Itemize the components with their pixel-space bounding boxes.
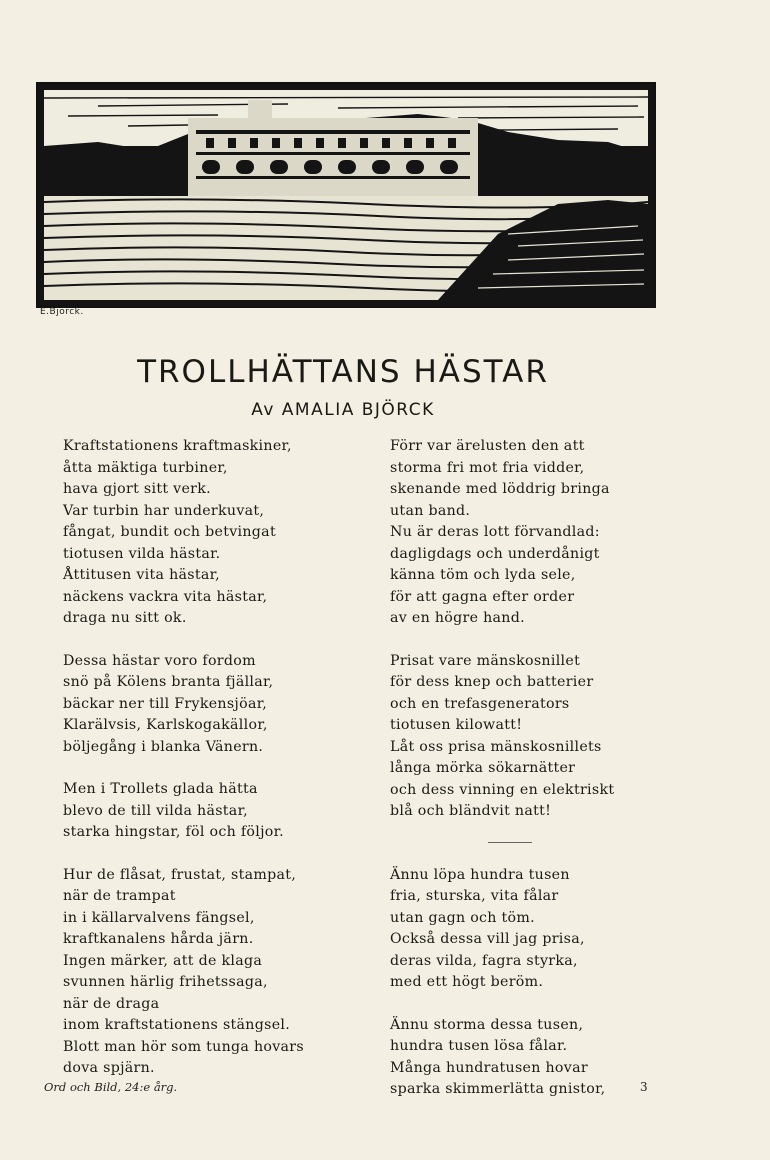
- verse-line: Var turbin har underkuvat,: [63, 502, 265, 519]
- poem-title: TROLLHÄTTANS HÄSTAR: [137, 354, 549, 390]
- verse-line: inom kraftstationens stängsel.: [63, 1017, 291, 1033]
- verse-line: deras vilda, fagra styrka,: [390, 952, 578, 969]
- verse-line: Ingen märker, att de klaga: [63, 952, 263, 969]
- verse-line: när de trampat: [63, 888, 176, 904]
- verse-line: hava gjort sitt verk.: [63, 481, 211, 497]
- verse-line: Kraftstationens kraftmaskiner,: [63, 438, 292, 454]
- verse-line: sparka skimmerlätta gnistor,: [390, 1081, 606, 1097]
- poem-byline: Av AMALIA BJÖRCK: [251, 400, 435, 420]
- verse-line: Blott man hör som tunga hovars: [63, 1038, 304, 1055]
- woodcut-illustration: [36, 82, 656, 308]
- artist-signature: E.Björck.: [40, 307, 84, 317]
- verse-line: draga nu sitt ok.: [63, 610, 187, 626]
- stanza: [390, 436, 690, 630]
- verse-line: utan gagn och töm.: [390, 909, 535, 926]
- verse-line: tiotusen kilowatt!: [390, 717, 523, 733]
- verse-line: svunnen härlig frihetssaga,: [63, 974, 268, 990]
- verse-line: Dessa hästar voro fordom: [63, 652, 256, 669]
- verse-line: Låt oss prisa mänskosnillets: [390, 738, 602, 755]
- stanza: [63, 436, 363, 630]
- verse-line: och en trefasgenerators: [390, 695, 570, 712]
- power-station-engraving: [38, 84, 654, 306]
- stanza: [63, 865, 363, 1080]
- verse-line: storma fri mot fria vidder,: [390, 459, 585, 476]
- verse-line: Prisat vare mänskosnillet: [390, 652, 581, 669]
- verse-line: dagligdags och underdånigt: [390, 545, 600, 562]
- verse-line: känna töm och lyda sele,: [390, 567, 576, 583]
- publication-footer: Ord och Bild, 24:e årg.: [44, 1080, 178, 1094]
- stanza: [390, 865, 690, 994]
- section-divider: [488, 842, 532, 843]
- verse-line: för att gagna efter order: [390, 588, 575, 605]
- page-number: 3: [640, 1080, 648, 1094]
- verse-line: åtta mäktiga turbiner,: [63, 459, 228, 476]
- verse-line: och dess vinning en elektriskt: [390, 781, 615, 798]
- verse-line: fångat, bundit och betvingat: [63, 524, 276, 540]
- verse-line: böljegång i blanka Vänern.: [63, 738, 264, 755]
- stanza: [63, 651, 363, 759]
- verse-line: Också dessa vill jag prisa,: [390, 931, 585, 947]
- verse-line: in i källarvalvens fängsel,: [63, 909, 255, 926]
- verse-line: långa mörka sökarnätter: [390, 760, 576, 776]
- poem-column-left: [63, 436, 363, 1101]
- verse-line: skenande med löddrig bringa: [390, 481, 610, 497]
- verse-line: Men i Trollets glada hätta: [63, 781, 258, 797]
- verse-line: hundra tusen lösa fålar.: [390, 1038, 568, 1054]
- stanza: [390, 651, 690, 823]
- verse-line: när de draga: [63, 995, 160, 1012]
- verse-line: av en högre hand.: [390, 610, 525, 626]
- verse-line: bäckar ner till Frykensjöar,: [63, 695, 268, 712]
- verse-line: Åttitusen vita hästar,: [63, 567, 220, 583]
- verse-line: blevo de till vilda hästar,: [63, 802, 248, 819]
- verse-line: Ännu löpa hundra tusen: [390, 866, 570, 883]
- stanza: [63, 779, 363, 844]
- verse-line: fria, sturska, vita fålar: [390, 888, 559, 904]
- verse-line: Förr var ärelusten den att: [390, 438, 585, 454]
- verse-line: Hur de flåsat, frustat, stampat,: [63, 866, 297, 883]
- verse-line: kraftkanalens hårda järn.: [63, 931, 254, 947]
- verse-line: näckens vackra vita hästar,: [63, 588, 268, 605]
- verse-line: starka hingstar, föl och följor.: [63, 824, 284, 840]
- verse-line: dova spjärn.: [63, 1060, 155, 1076]
- verse-line: utan band.: [390, 502, 471, 519]
- verse-line: Nu är deras lott förvandlad:: [390, 524, 600, 540]
- verse-line: blå och bländvit natt!: [390, 803, 552, 819]
- poem-column-right: [390, 436, 690, 1122]
- verse-line: för dess knep och batterier: [390, 674, 594, 690]
- verse-line: med ett högt beröm.: [390, 974, 544, 990]
- verse-line: snö på Kölens branta fjällar,: [63, 674, 274, 690]
- verse-line: Ännu storma dessa tusen,: [390, 1016, 584, 1033]
- verse-line: Många hundratusen hovar: [390, 1059, 588, 1076]
- verse-line: Klarälvsis, Karlskogakällor,: [63, 717, 268, 733]
- verse-line: tiotusen vilda hästar.: [63, 545, 221, 562]
